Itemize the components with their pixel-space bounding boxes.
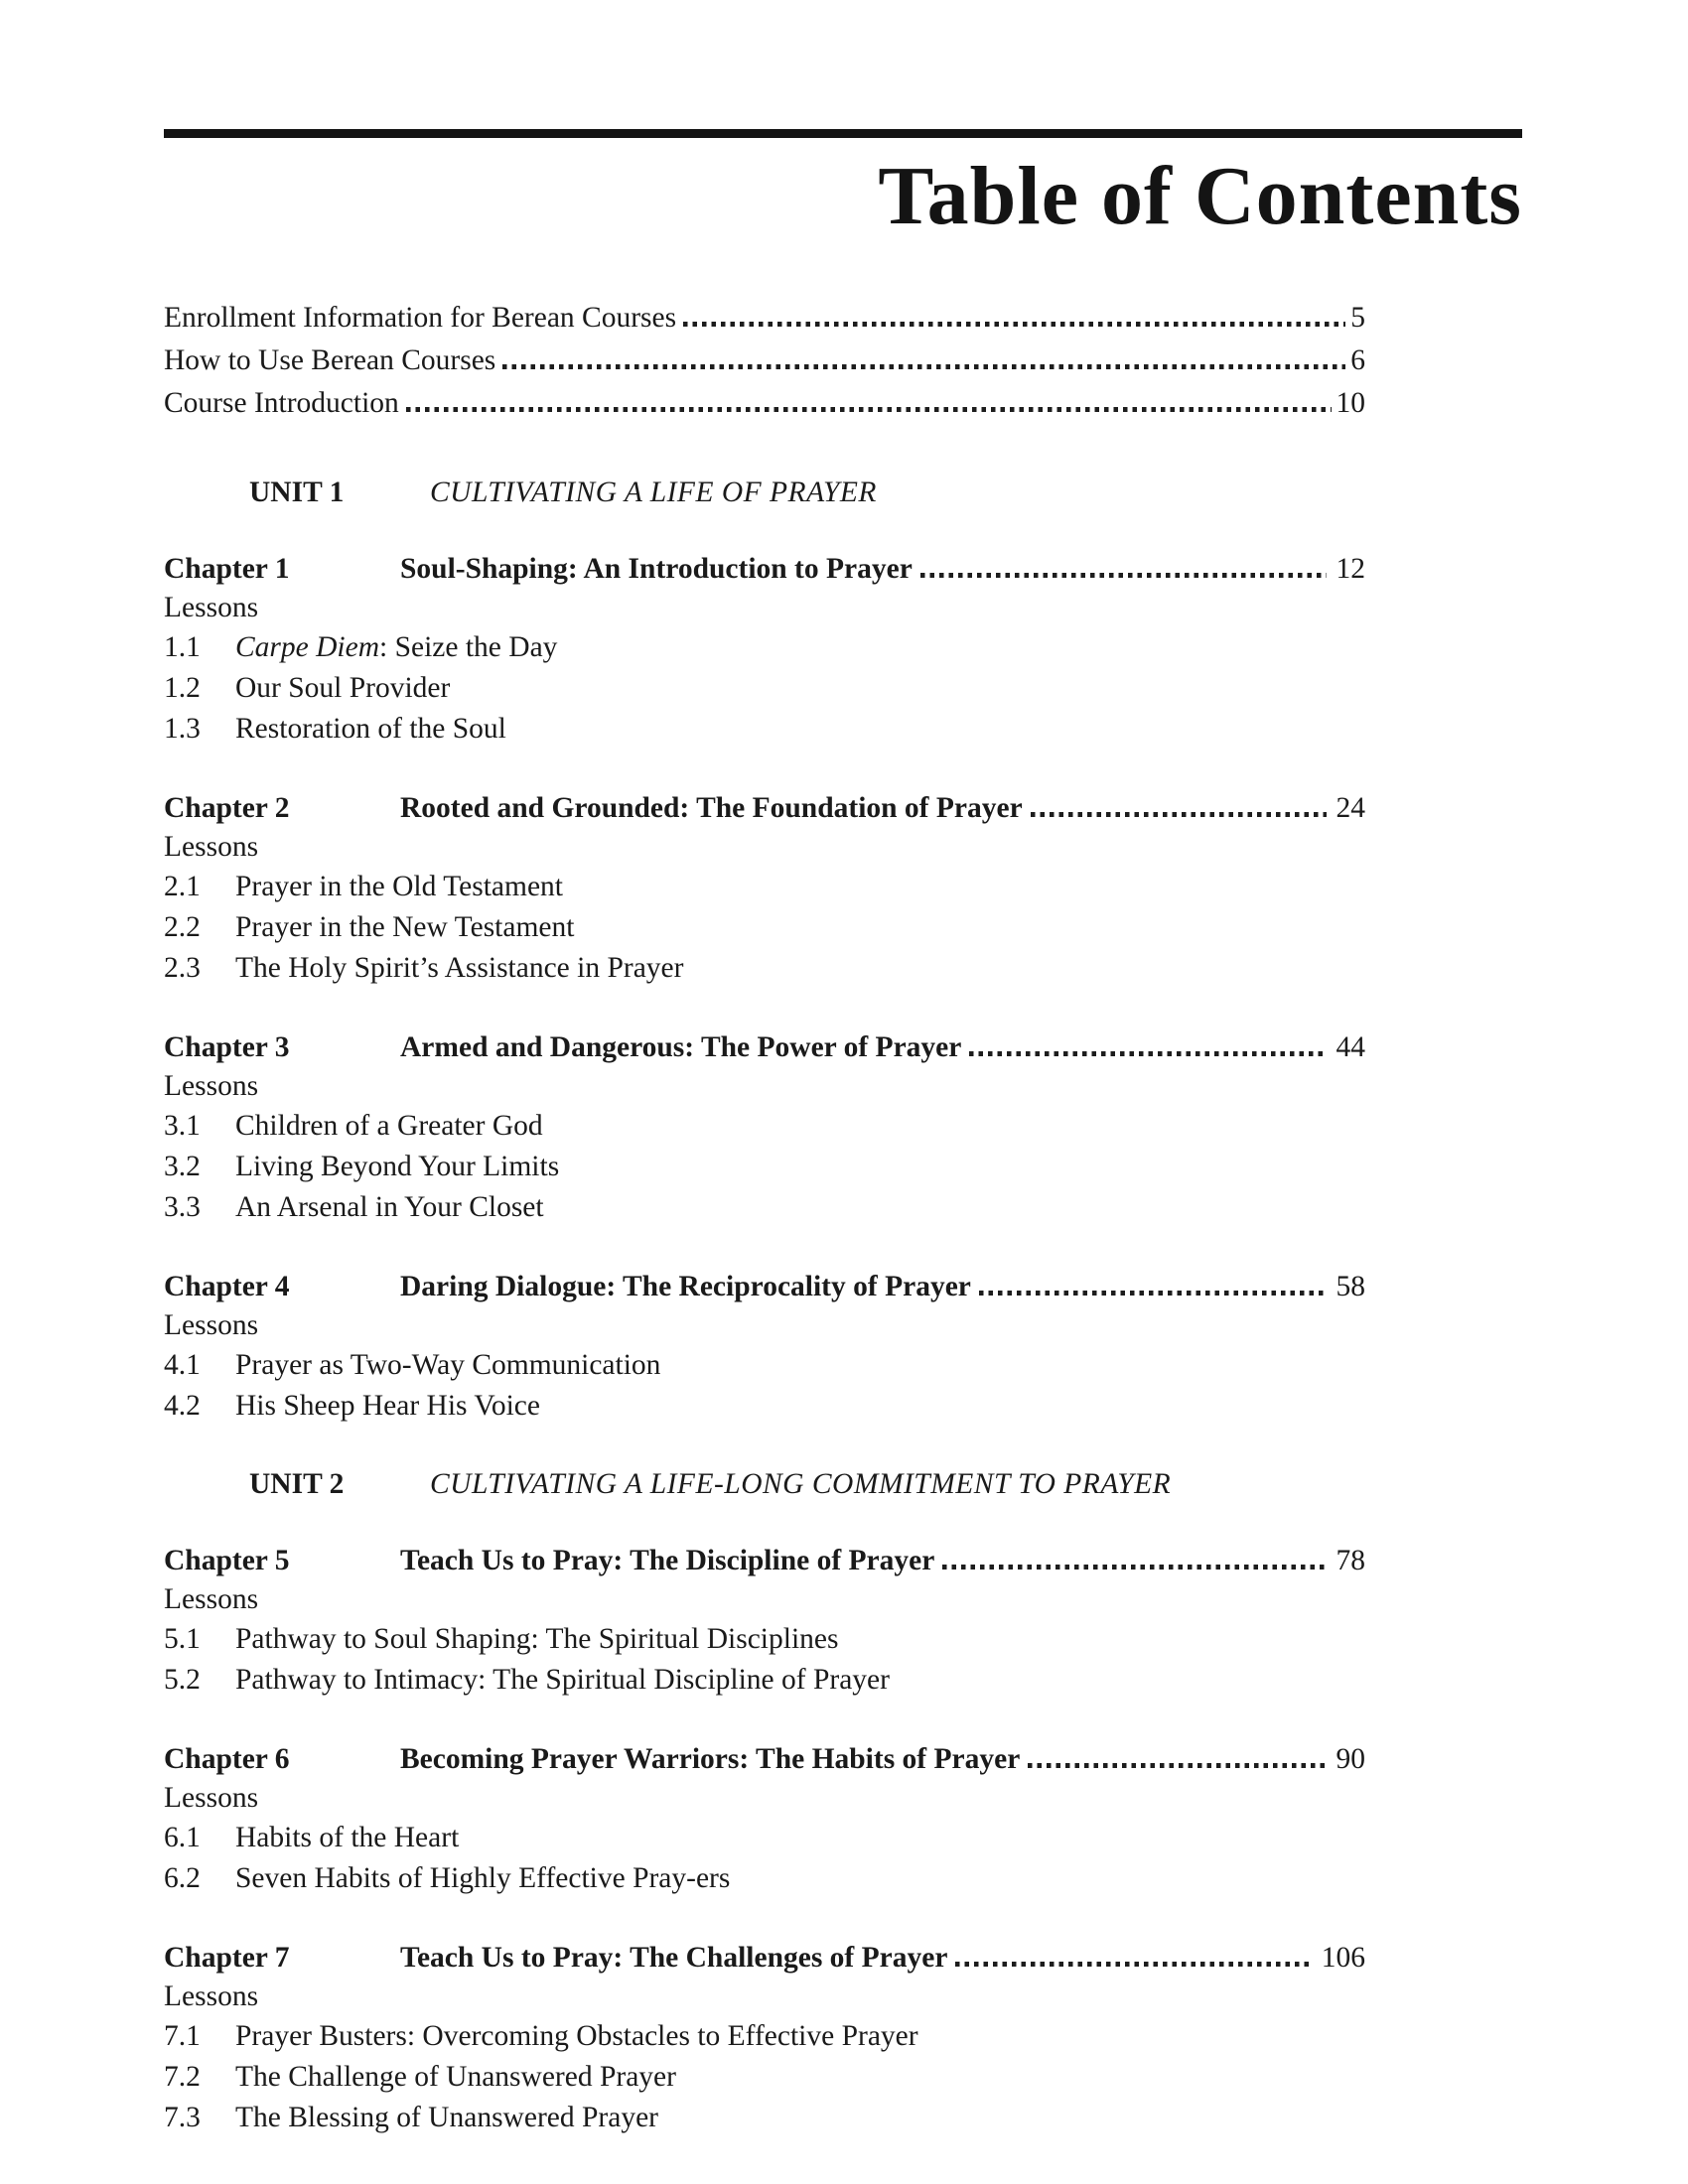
- lesson-number: 4.2: [164, 1390, 201, 1423]
- lesson-title-text: Living Beyond Your Limits: [235, 1151, 560, 1183]
- lesson-title-italic: Carpe Diem: [235, 631, 380, 664]
- chapter-heading: [164, 1941, 1365, 1975]
- chapter-label: Chapter 2: [164, 792, 290, 825]
- chapter-label: Chapter 6: [164, 1743, 290, 1776]
- chapter-title: Daring Dialogue: The Reciprocality of Prayer: [400, 1271, 971, 1303]
- chapter-page-number: 90: [1336, 1743, 1365, 1776]
- chapter-page-number: 12: [1336, 553, 1365, 586]
- lesson-number: 6.1: [164, 1822, 201, 1854]
- lesson-number: 5.1: [164, 1623, 201, 1656]
- lessons-label: Lessons: [164, 1583, 259, 1616]
- lesson-title-text: : Seize the Day: [379, 631, 558, 664]
- lesson-title-text: Habits of the Heart: [235, 1822, 460, 1854]
- lesson-item: [164, 1345, 1365, 1386]
- lesson-title: [235, 627, 557, 668]
- lesson-item: [164, 1818, 1365, 1858]
- lesson-title: [235, 668, 450, 709]
- chapter-block: [164, 791, 1365, 989]
- lesson-title: [235, 907, 574, 948]
- lesson-title: [235, 867, 563, 907]
- lesson-title-text: The Holy Spirit’s Assistance in Prayer: [235, 952, 684, 985]
- dot-leader: [1028, 1763, 1326, 1768]
- lesson-item: [164, 1858, 1365, 1899]
- chapter-block: [164, 1030, 1365, 1228]
- lesson-item: [164, 948, 1365, 989]
- lesson-item: [164, 1619, 1365, 1660]
- chapter-heading: [164, 1270, 1365, 1303]
- chapter-page-number: 24: [1336, 792, 1365, 825]
- lesson-title: [235, 1187, 544, 1228]
- lesson-number: 3.3: [164, 1191, 201, 1224]
- lessons-label: Lessons: [164, 1980, 259, 2013]
- front-matter-label: Course Introduction: [164, 387, 399, 420]
- front-matter-page-number: 10: [1336, 387, 1365, 420]
- chapter-heading: [164, 1742, 1365, 1776]
- lesson-number: 2.1: [164, 871, 201, 903]
- chapter-page-number: 78: [1336, 1545, 1365, 1577]
- lesson-title: [235, 1147, 559, 1187]
- lesson-number: 5.2: [164, 1664, 201, 1697]
- chapter-page-number: 58: [1336, 1271, 1365, 1303]
- lesson-title-text: His Sheep Hear His Voice: [235, 1390, 540, 1423]
- lesson-title-text: Children of a Greater God: [235, 1110, 543, 1143]
- chapter-label: Chapter 4: [164, 1271, 290, 1303]
- chapter-block: [164, 1270, 1365, 1427]
- front-matter-entry: [164, 297, 1365, 340]
- front-matter-entry: [164, 382, 1365, 425]
- lesson-title: [235, 948, 683, 989]
- unit-label: UNIT 1: [249, 477, 345, 509]
- top-rule: [164, 129, 1522, 138]
- lesson-title: [235, 1386, 540, 1427]
- chapter-title: Soul-Shaping: An Introduction to Prayer: [400, 553, 913, 586]
- lesson-item: [164, 2057, 1365, 2098]
- unit-title: CULTIVATING A LIFE-LONG COMMITMENT TO PRAYER: [430, 1468, 1172, 1501]
- chapter-page-number: 106: [1321, 1942, 1365, 1975]
- lesson-title-text: Prayer in the Old Testament: [235, 871, 564, 903]
- chapter-label: Chapter 1: [164, 553, 290, 586]
- front-matter-entry: [164, 340, 1365, 382]
- lesson-title: [235, 2098, 658, 2138]
- lesson-item: [164, 867, 1365, 907]
- page-title: Table of Contents: [878, 150, 1522, 242]
- chapter-block: [164, 1742, 1365, 1899]
- lesson-title: [235, 1619, 838, 1660]
- lesson-item: [164, 1147, 1365, 1187]
- lesson-item: [164, 1386, 1365, 1427]
- lessons-label: Lessons: [164, 1782, 259, 1815]
- lesson-number: 2.3: [164, 952, 201, 985]
- lesson-title: [235, 1818, 459, 1858]
- lesson-number: 4.1: [164, 1349, 201, 1382]
- dot-leader: [920, 573, 1327, 578]
- lesson-number: 2.2: [164, 911, 201, 944]
- front-matter-page-number: 6: [1350, 344, 1365, 377]
- lesson-number: 7.3: [164, 2102, 201, 2134]
- dot-leader: [955, 1962, 1311, 1967]
- lesson-number: 1.1: [164, 631, 201, 664]
- unit-label: UNIT 2: [249, 1468, 345, 1501]
- lesson-title-text: Seven Habits of Highly Effective Pray-ers: [235, 1862, 731, 1895]
- lesson-item: [164, 1187, 1365, 1228]
- lesson-title: [235, 709, 506, 750]
- chapter-label: Chapter 7: [164, 1942, 290, 1975]
- lesson-title-text: The Blessing of Unanswered Prayer: [235, 2102, 658, 2134]
- lesson-number: 3.1: [164, 1110, 201, 1143]
- chapter-block: [164, 1544, 1365, 1701]
- dot-leader: [942, 1565, 1326, 1570]
- lesson-title: [235, 2057, 676, 2098]
- lesson-title-text: An Arsenal in Your Closet: [235, 1191, 544, 1224]
- lessons-label: Lessons: [164, 831, 259, 864]
- lesson-title-text: Prayer as Two-Way Communication: [235, 1349, 661, 1382]
- lesson-number: 1.2: [164, 672, 201, 705]
- chapter-title: Teach Us to Pray: The Discipline of Prayer: [400, 1545, 935, 1577]
- lesson-title: [235, 2016, 918, 2057]
- lesson-title: [235, 1858, 730, 1899]
- chapter-heading: [164, 552, 1365, 586]
- lesson-title-text: Pathway to Soul Shaping: The Spiritual Disciplines: [235, 1623, 839, 1656]
- lesson-item: [164, 1660, 1365, 1701]
- unit-heading: [164, 475, 1365, 510]
- dot-leader: [502, 364, 1345, 369]
- dot-leader: [683, 322, 1345, 327]
- lesson-title: [235, 1345, 660, 1386]
- lesson-item: [164, 2016, 1365, 2057]
- lesson-title: [235, 1106, 543, 1147]
- lesson-number: 7.2: [164, 2061, 201, 2094]
- lessons-label: Lessons: [164, 1309, 259, 1342]
- lesson-item: [164, 627, 1365, 668]
- front-matter-label: Enrollment Information for Berean Courses: [164, 302, 677, 335]
- front-matter-label: How to Use Berean Courses: [164, 344, 496, 377]
- chapter-block: [164, 1941, 1365, 2138]
- chapter-heading: [164, 1030, 1365, 1064]
- lessons-label: Lessons: [164, 592, 259, 624]
- lesson-title-text: The Challenge of Unanswered Prayer: [235, 2061, 676, 2094]
- lesson-number: 3.2: [164, 1151, 201, 1183]
- chapter-title: Rooted and Grounded: The Foundation of Prayer: [400, 792, 1023, 825]
- chapter-heading: [164, 791, 1365, 825]
- lesson-title-text: Prayer Busters: Overcoming Obstacles to Effective Prayer: [235, 2020, 918, 2053]
- chapter-label: Chapter 5: [164, 1545, 290, 1577]
- lesson-item: [164, 2098, 1365, 2138]
- lessons-label: Lessons: [164, 1070, 259, 1103]
- dot-leader: [979, 1291, 1327, 1296]
- lesson-number: 7.1: [164, 2020, 201, 2053]
- unit-title: CULTIVATING A LIFE OF PRAYER: [430, 477, 877, 509]
- lesson-title-text: Pathway to Intimacy: The Spiritual Discipline of Prayer: [235, 1664, 890, 1697]
- lesson-item: [164, 1106, 1365, 1147]
- lesson-item: [164, 668, 1365, 709]
- masthead: [164, 129, 1522, 243]
- table-of-contents: [164, 297, 1365, 2138]
- chapter-page-number: 44: [1336, 1031, 1365, 1064]
- dot-leader: [1031, 812, 1327, 817]
- lesson-item: [164, 709, 1365, 750]
- lesson-title-text: Our Soul Provider: [235, 672, 451, 705]
- lesson-title-text: Restoration of the Soul: [235, 713, 506, 746]
- chapter-title: Armed and Dangerous: The Power of Prayer: [400, 1031, 962, 1064]
- lesson-title-text: Prayer in the New Testament: [235, 911, 575, 944]
- dot-leader: [406, 407, 1332, 412]
- lesson-title: [235, 1660, 890, 1701]
- front-matter-page-number: 5: [1350, 302, 1365, 335]
- chapter-title: Becoming Prayer Warriors: The Habits of Prayer: [400, 1743, 1021, 1776]
- unit-heading: [164, 1466, 1365, 1502]
- chapter-heading: [164, 1544, 1365, 1577]
- chapter-label: Chapter 3: [164, 1031, 290, 1064]
- dot-leader: [969, 1051, 1326, 1056]
- lesson-item: [164, 907, 1365, 948]
- chapter-title: Teach Us to Pray: The Challenges of Prayer: [400, 1942, 948, 1975]
- lesson-number: 6.2: [164, 1862, 201, 1895]
- lesson-number: 1.3: [164, 713, 201, 746]
- chapter-block: [164, 552, 1365, 750]
